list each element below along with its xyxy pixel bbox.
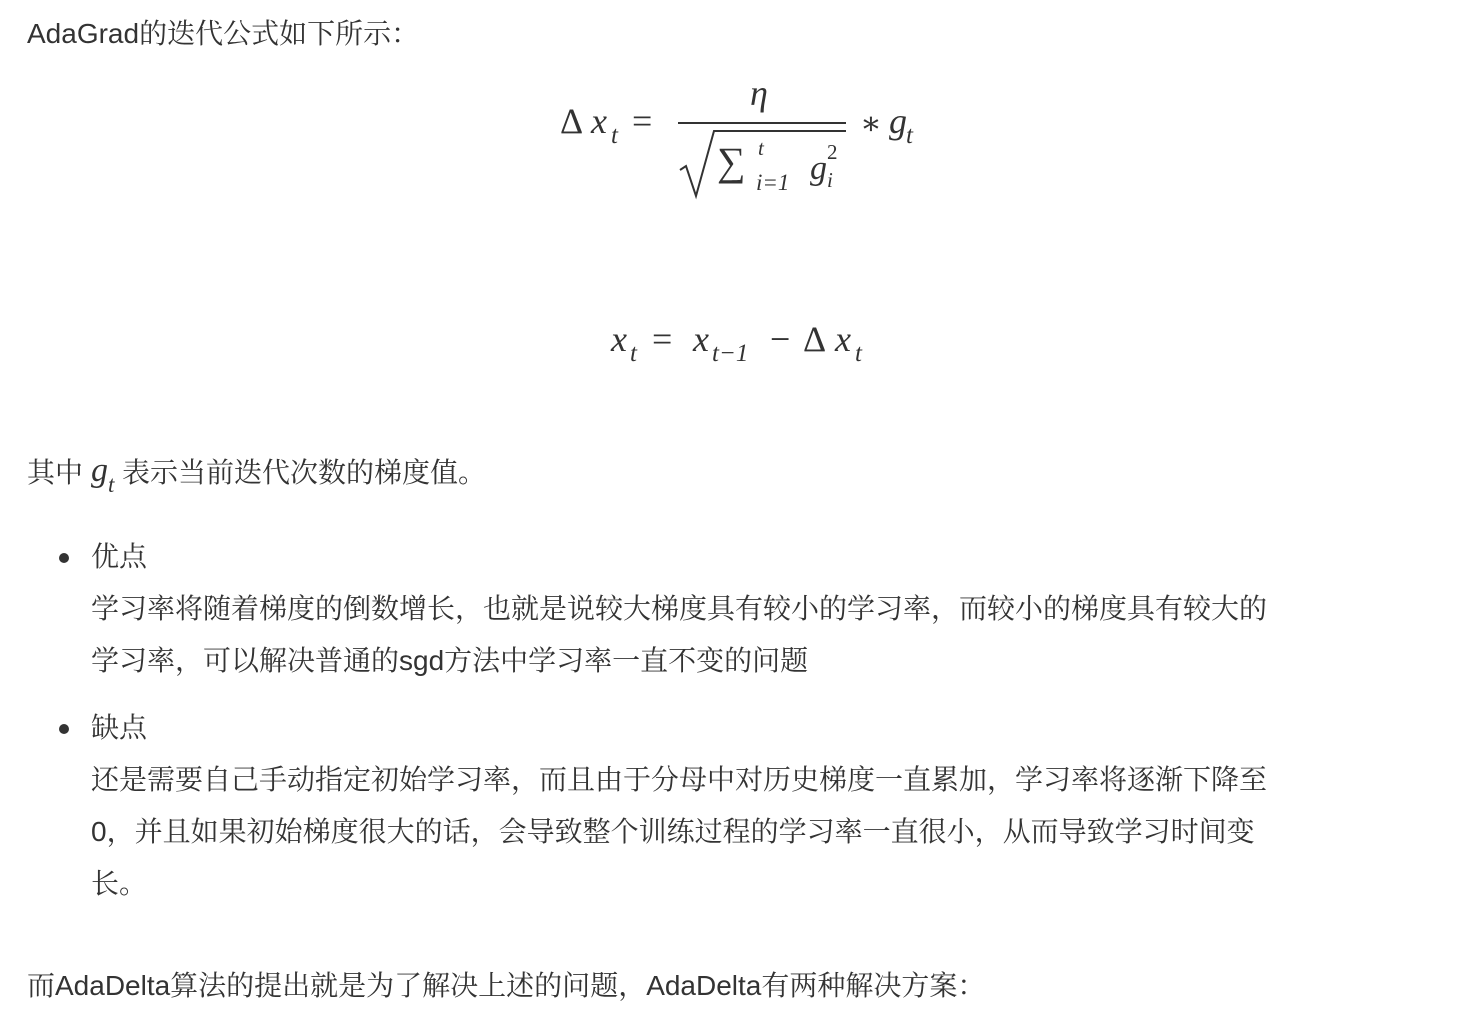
delta-symbol: Δ [560, 101, 584, 141]
pros-line: 学习率，可以解决普通的sgd方法中学习率一直不变的问题 [91, 645, 809, 676]
x-symbol: x [611, 319, 627, 359]
x-symbol: x [591, 101, 607, 141]
equals-sign: = [652, 319, 673, 359]
subscript-t: t [611, 122, 618, 149]
fraction-bar [678, 122, 846, 124]
eta-symbol: η [750, 73, 768, 113]
pros-line: 学习率将随着梯度的倒数增长，也就是说较大梯度具有较小的学习率，而较小的梯度具有较大的 [91, 593, 1268, 624]
g-symbol: g [91, 452, 108, 489]
subscript-t: t [630, 340, 637, 367]
cons-line: 长。 [91, 868, 148, 899]
subscript-t: t [906, 122, 913, 149]
bullet-icon [59, 553, 69, 563]
superscript-2: 2 [827, 140, 838, 164]
outro-text: 而AdaDelta算法的提出就是为了解决上述的问题，AdaDelta有两种解决方案： [27, 970, 986, 1001]
cons-line: 0，并且如果初始梯度很大的话，会导致整个训练过程的学习率一直很小，从而导致学习时间变 [91, 816, 1255, 847]
x-symbol: x [835, 319, 851, 359]
bullet-icon [59, 724, 69, 734]
subscript-t-minus-1: t−1 [712, 340, 749, 367]
subscript-t: t [855, 340, 862, 367]
sum-symbol: ∑ [717, 139, 746, 184]
cons-line: 还是需要自己手动指定初始学习率，而且由于分母中对历史梯度一直累加，学习率将逐渐下降至 [91, 764, 1268, 795]
g-symbol: g [810, 150, 827, 187]
sum-upper-limit: t [758, 136, 764, 160]
subscript-i: i [827, 168, 833, 192]
delta-symbol: Δ [803, 319, 827, 359]
subscript-t: t [108, 472, 115, 497]
g-symbol: g [889, 101, 907, 141]
minus-sign: − [770, 319, 791, 359]
cons-title: 缺点 [91, 712, 148, 743]
where-suffix: 表示当前迭代次数的梯度值。 [122, 457, 487, 488]
intro-text: AdaGrad的迭代公式如下所示： [27, 18, 420, 49]
multiply-sign: ∗ [860, 105, 882, 141]
pros-title: 优点 [91, 541, 148, 572]
equals-sign: = [632, 101, 653, 141]
sum-lower-limit: i=1 [756, 170, 790, 195]
where-prefix: 其中 [27, 457, 84, 488]
x-symbol: x [693, 319, 709, 359]
